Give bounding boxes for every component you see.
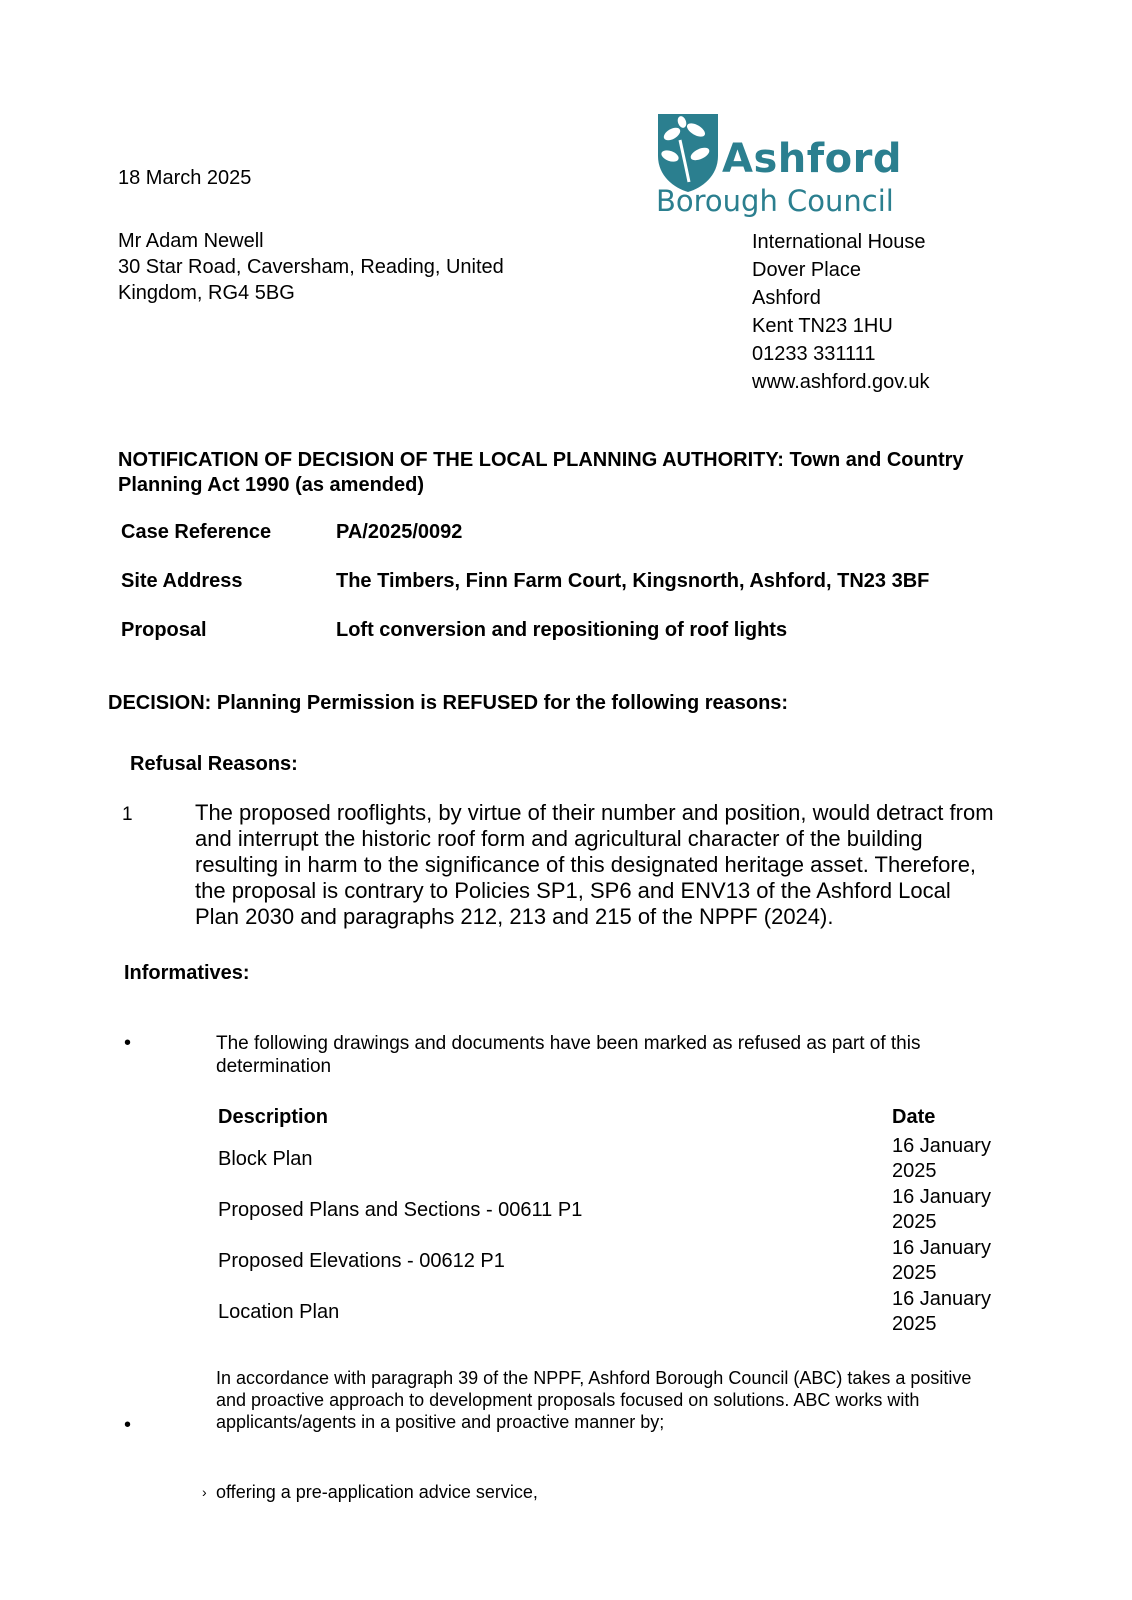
case-reference-value: PA/2025/0092 bbox=[336, 521, 463, 543]
recipient-address-line: Kingdom, RG4 5BG bbox=[118, 282, 295, 304]
recipient-name: Mr Adam Newell bbox=[118, 230, 264, 252]
bullet: • bbox=[124, 1414, 132, 1436]
table-row-date: 16 January 2025 bbox=[892, 1186, 991, 1233]
table-header-description: Description bbox=[218, 1106, 329, 1128]
table-row-date: 16 January 2025 bbox=[892, 1288, 991, 1335]
reason-text: The proposed rooflights, by virtue of their number and position, would detract from and interrupt the historic roof form and agricultural character of the building resulting in harm to the significance of this designated heritage asset. Therefore, the proposal is contrary to Policies SP1, SP6 and ENV13 of the Ashford Local Plan 2030 and paragraphs 212, 213 and 215 of the NPPF (2024). bbox=[195, 800, 994, 929]
table-row-date: 16 January 2025 bbox=[892, 1135, 991, 1182]
proposal-label: Proposal bbox=[121, 619, 207, 641]
bullet: • bbox=[124, 1032, 132, 1054]
council-address-line: Kent TN23 1HU bbox=[752, 315, 893, 337]
recipient-address-line: 30 Star Road, Caversham, Reading, United bbox=[118, 256, 504, 278]
table-row-description: Proposed Plans and Sections - 00611 P1 bbox=[218, 1199, 583, 1221]
notification-title: NOTIFICATION OF DECISION OF THE LOCAL PLANNING AUTHORITY: Town and Country Planning Act 1990 (as amended) bbox=[118, 449, 964, 496]
council-phone: 01233 331111 bbox=[752, 343, 876, 365]
informative-drawings-text: The following drawings and documents have been marked as refused as part of this determination bbox=[216, 1033, 921, 1077]
council-address-line: Ashford bbox=[752, 287, 821, 309]
refusal-reasons-heading: Refusal Reasons: bbox=[130, 753, 298, 775]
sub-bullet: › bbox=[202, 1484, 207, 1500]
proposal-value: Loft conversion and repositioning of roof lights bbox=[336, 619, 788, 641]
site-address-label: Site Address bbox=[121, 570, 243, 592]
council-logo bbox=[656, 112, 906, 224]
council-website[interactable]: www.ashford.gov.uk bbox=[752, 371, 930, 393]
letter-date: 18 March 2025 bbox=[118, 167, 252, 189]
table-row-date: 16 January 2025 bbox=[892, 1237, 991, 1284]
logo-ashford: Ashford bbox=[722, 136, 902, 182]
table-row-description: Block Plan bbox=[218, 1148, 313, 1170]
table-row-description: Location Plan bbox=[218, 1301, 340, 1323]
decision-statement: DECISION: Planning Permission is REFUSED for the following reasons: bbox=[108, 692, 789, 714]
logo-borough-council: Borough Council bbox=[656, 184, 894, 218]
table-row-description: Proposed Elevations - 00612 P1 bbox=[218, 1250, 505, 1272]
recipient-address bbox=[118, 228, 504, 306]
reason-number: 1 bbox=[122, 804, 133, 825]
site-address-value: The Timbers, Finn Farm Court, Kingsnorth, Ashford, TN23 3BF bbox=[336, 570, 930, 592]
informatives-heading: Informatives: bbox=[124, 962, 250, 984]
oak-leaf-icon bbox=[656, 112, 722, 192]
sub-item-pre-application: offering a pre-application advice service, bbox=[216, 1482, 538, 1502]
council-address-line: International House bbox=[752, 231, 926, 253]
informative-nppf-text: In accordance with paragraph 39 of the NPPF, Ashford Borough Council (ABC) takes a positive and proactive approach to development proposals focused on solutions. ABC works with applicants/agents in a positive and proactive manner by; bbox=[216, 1368, 972, 1432]
council-address-line: Dover Place bbox=[752, 259, 861, 281]
council-address bbox=[752, 228, 930, 396]
table-header-date: Date bbox=[892, 1106, 936, 1128]
case-reference-label: Case Reference bbox=[121, 521, 272, 543]
